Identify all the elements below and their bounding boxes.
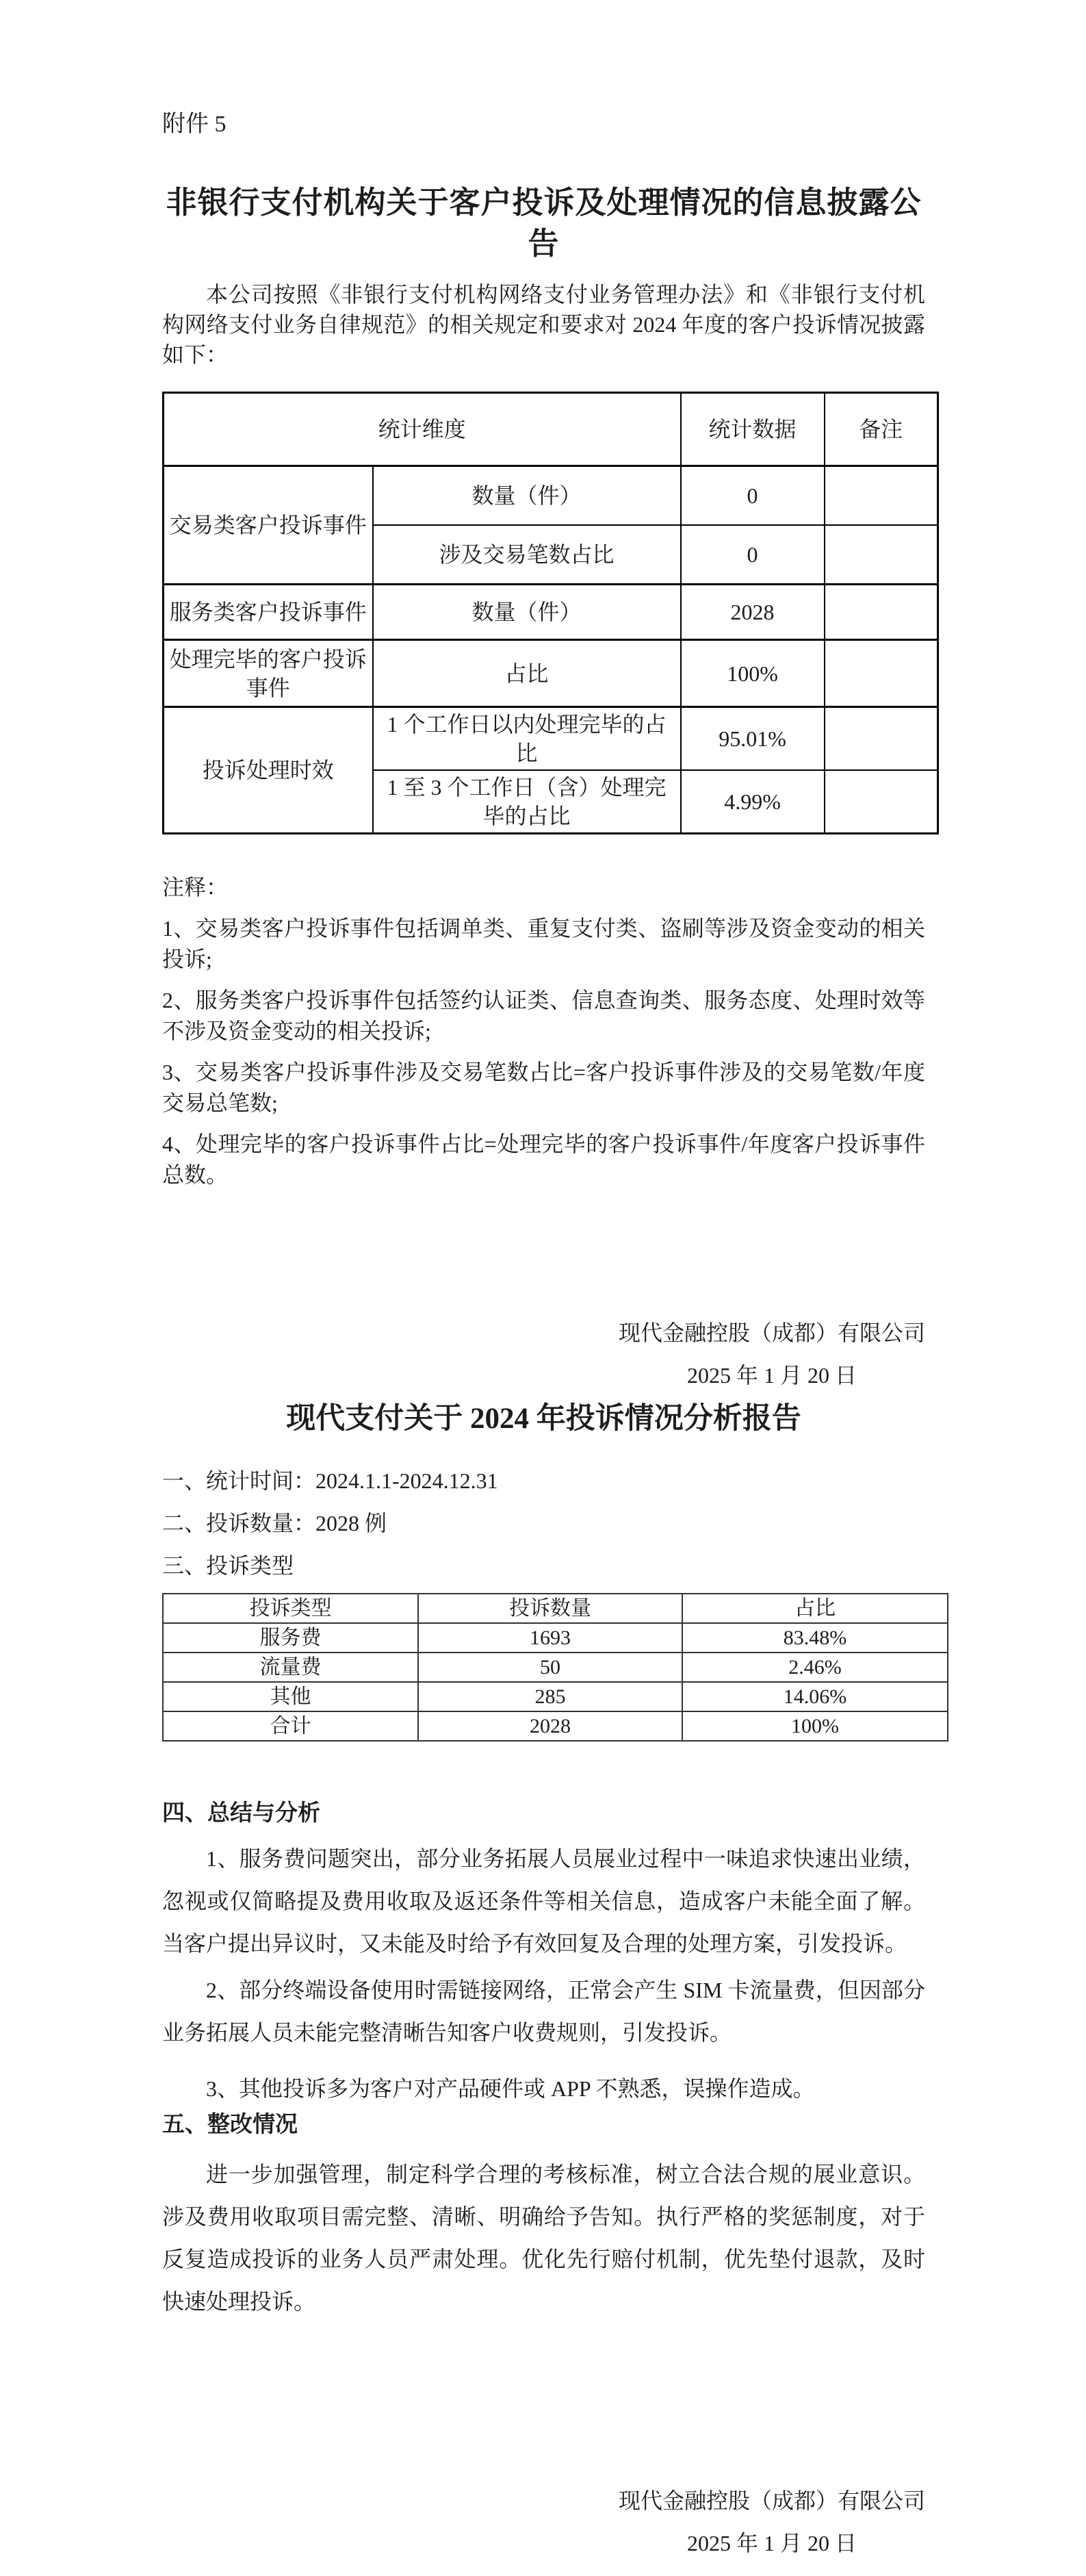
signature-block bbox=[162, 1319, 925, 1389]
cell-ratio: 14.06% bbox=[682, 1682, 948, 1711]
report-item-period: 一、统计时间：2024.1.1-2024.12.31 bbox=[162, 1468, 498, 1493]
header-cell-type: 投诉类型 bbox=[163, 1594, 418, 1623]
complaint-types-table bbox=[162, 1593, 948, 1742]
note-item: 1、交易类客户投诉事件包括调单类、重复支付类、盗刷等涉及资金变动的相关投诉; bbox=[162, 916, 925, 971]
cell-value: 4.99% bbox=[681, 770, 825, 834]
cell-metric: 涉及交易笔数占比 bbox=[373, 525, 681, 585]
table-row bbox=[163, 1711, 948, 1741]
company-name: 现代金融控股（成都）有限公司 bbox=[618, 1321, 925, 1345]
report-item-types: 三、投诉类型 bbox=[162, 1553, 294, 1578]
note-item: 4、处理完毕的客户投诉事件占比=处理完毕的客户投诉事件/年度客户投诉事件总数。 bbox=[162, 1132, 925, 1187]
note-item: 2、服务类客户投诉事件包括签约认证类、信息查询类、服务态度、处理时效等不涉及资金变动的相关投诉; bbox=[162, 988, 925, 1043]
summary-paragraph: 1、服务费问题突出，部分业务拓展人员展业过程中一味追求快速出业绩，忽视或仅简略提及费用收取及返还条件等相关信息，造成客户未能全面了解。当客户提出异议时，又未能及时给予有效回复及合理的处理方案，引发投诉。 bbox=[162, 1846, 925, 1956]
report-item-count: 二、投诉数量：2028 例 bbox=[162, 1511, 387, 1535]
cell-count: 285 bbox=[418, 1682, 682, 1711]
header-cell-count: 投诉数量 bbox=[418, 1594, 682, 1623]
report-title: 现代支付关于 2024 年投诉情况分析报告 bbox=[286, 1403, 801, 1435]
table-row bbox=[163, 1682, 948, 1711]
cell-value: 0 bbox=[681, 466, 825, 526]
cell-remark bbox=[825, 525, 938, 585]
cell-metric: 1 个工作日以内处理完毕的占比 bbox=[373, 707, 681, 771]
cell-ratio: 83.48% bbox=[682, 1623, 948, 1653]
attachment-label: 附件 5 bbox=[162, 112, 227, 137]
report-items bbox=[162, 1466, 925, 1581]
cell-value: 95.01% bbox=[681, 707, 825, 771]
summary-paragraph: 3、其他投诉多为客户对产品硬件或 APP 不熟悉，误操作造成。 bbox=[206, 2076, 815, 2101]
rectification-paragraph: 进一步加强管理，制定科学合理的考核标准，树立合法合规的展业意识。涉及费用收取项目需完整、清晰、明确给予告知。执行严格的奖惩制度，对于反复造成投诉的业务人员严肃处理。优化先行赔付机制，优先垫付退款，及时快速处理投诉。 bbox=[162, 2162, 925, 2314]
cell-ratio: 2.46% bbox=[682, 1653, 948, 1682]
table-row bbox=[164, 707, 938, 771]
section-heading-summary: 四、总结与分析 bbox=[162, 1801, 320, 1826]
cell-value: 100% bbox=[681, 640, 825, 707]
table-header-row bbox=[163, 1594, 948, 1623]
cell-type: 其他 bbox=[163, 1682, 418, 1711]
cell-group-transaction: 交易类客户投诉事件 bbox=[164, 466, 373, 585]
header-cell-remark: 备注 bbox=[825, 393, 938, 466]
table-row bbox=[163, 1653, 948, 1682]
cell-type: 流量费 bbox=[163, 1653, 418, 1682]
cell-remark bbox=[825, 640, 938, 707]
cell-value: 2028 bbox=[681, 585, 825, 640]
cell-remark bbox=[825, 585, 938, 640]
table-header-row bbox=[164, 393, 938, 466]
cell-count: 2028 bbox=[418, 1711, 682, 1741]
cell-ratio: 100% bbox=[682, 1711, 948, 1741]
cell-value: 0 bbox=[681, 525, 825, 585]
table-row bbox=[163, 1623, 948, 1653]
cell-group-service: 服务类客户投诉事件 bbox=[164, 585, 373, 640]
cell-metric: 占比 bbox=[373, 640, 681, 707]
notes-heading: 注释： bbox=[162, 875, 229, 900]
cell-remark bbox=[825, 707, 938, 771]
cell-count: 50 bbox=[418, 1653, 682, 1682]
table-row bbox=[164, 585, 938, 640]
intro-paragraph: 本公司按照《非银行支付机构网络支付业务管理办法》和《非银行支付机构网络支付业务自律规范》的相关规定和要求对 2024 年度的客户投诉情况披露如下： bbox=[162, 282, 925, 367]
header-cell-dimension: 统计维度 bbox=[164, 393, 681, 466]
cell-type: 服务费 bbox=[163, 1623, 418, 1653]
cell-metric: 数量（件） bbox=[373, 585, 681, 640]
cell-remark bbox=[825, 466, 938, 526]
note-item: 3、交易类客户投诉事件涉及交易笔数占比=客户投诉事件涉及的交易笔数/年度交易总笔数; bbox=[162, 1060, 925, 1115]
table-row bbox=[164, 640, 938, 707]
cell-type: 合计 bbox=[163, 1711, 418, 1741]
cell-remark bbox=[825, 770, 938, 834]
header-cell-data: 统计数据 bbox=[681, 393, 825, 466]
table-row bbox=[164, 466, 938, 526]
complaints-disclosure-table bbox=[162, 392, 939, 834]
cell-group-timeliness: 投诉处理时效 bbox=[164, 707, 373, 834]
cell-metric: 1 至 3 个工作日（含）处理完毕的占比 bbox=[373, 770, 681, 834]
signature-date: 2025 年 1 月 20 日 bbox=[686, 2531, 857, 2555]
header-cell-ratio: 占比 bbox=[682, 1594, 948, 1623]
summary-paragraph: 2、部分终端设备使用时需链接网络，正常会产生 SIM 卡流量费，但因部分业务拓展人员未能完整清晰告知客户收费规则，引发投诉。 bbox=[162, 1978, 925, 2045]
cell-group-resolved: 处理完毕的客户投诉事件 bbox=[164, 640, 373, 707]
notes-section bbox=[162, 872, 925, 1190]
signature-block bbox=[162, 2487, 925, 2557]
signature-date: 2025 年 1 月 20 日 bbox=[686, 1363, 857, 1388]
cell-metric: 数量（件） bbox=[373, 466, 681, 526]
company-name: 现代金融控股（成都）有限公司 bbox=[618, 2488, 925, 2513]
section-heading-rectification: 五、整改情况 bbox=[162, 2113, 298, 2137]
document-title: 非银行支付机构关于客户投诉及处理情况的信息披露公告 bbox=[166, 186, 922, 261]
cell-count: 1693 bbox=[418, 1623, 682, 1653]
